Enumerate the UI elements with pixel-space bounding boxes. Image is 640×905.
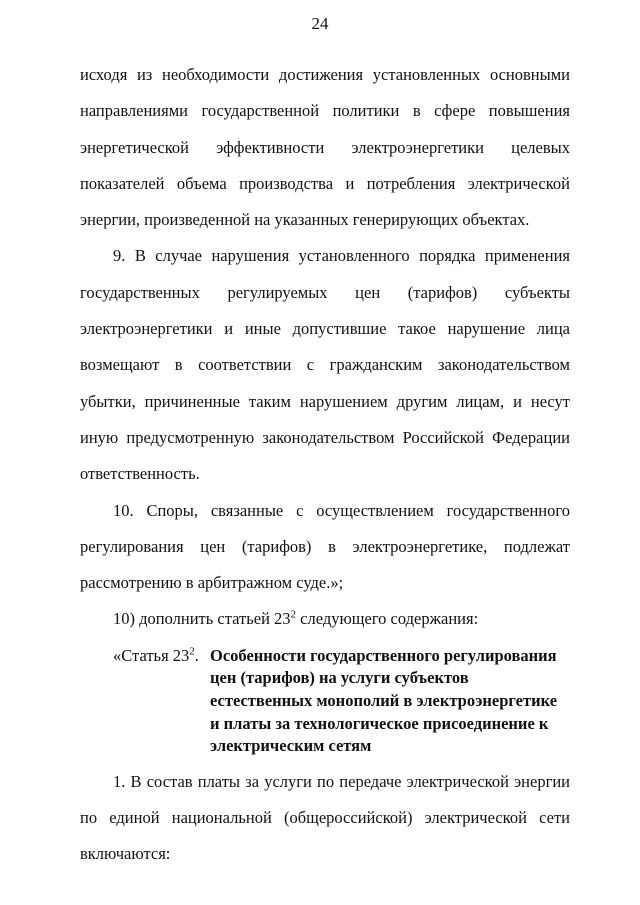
article-label-superscript: 2: [189, 645, 195, 658]
article-heading: [113, 645, 570, 758]
superscript-2: 2: [290, 608, 297, 621]
paragraph-item-10: [80, 601, 570, 637]
paragraph-item-10-tail: следующего содержания:: [296, 609, 479, 629]
page-number: 24: [311, 14, 329, 33]
article-label-text: «Статья 23: [113, 645, 190, 665]
article-label-dot: .: [194, 645, 199, 665]
paragraph-point-9: 9. В случае нарушения установленного порядка применения государственных регулируемых цен (тарифов) субъекты электроэнергетики и иные допустившие такое нарушение лица возмещают в соответствии с гражданским законодательством убытки, причиненные таким нарушением другим лицам, и несут иную предусмотренную законодательством Российской Федерации ответственность.: [80, 246, 570, 484]
article-title: Особенности государственного регулирования цен (тарифов) на услуги субъектов естественных монополий в электроэнергетике и платы за технологическое присоединение к электрическим сетям: [210, 645, 558, 756]
paragraph-point-1: 1. В состав платы за услуги по передаче электрической энергии по единой национальной (общероссийской) электрической сети включаются:: [80, 771, 570, 864]
document-body: [80, 57, 570, 873]
paragraph-continuation: исходя из необходимости достижения установленных основными направлениями государственной политики в сфере повышения энергетической эффективности электроэнергетики целевых показателей объема производства и потребления электрической энергии, произведенной на указанных генерирующих объектах.: [80, 65, 570, 230]
article-label: [113, 645, 210, 758]
paragraph-item-10-text: 10) дополнить статьей 23: [113, 609, 291, 629]
paragraph-point-10: 10. Споры, связанные с осуществлением государственного регулирования цен (тарифов) в электроэнергетике, подлежат рассмотрению в арбитражном суде.»;: [80, 500, 570, 593]
